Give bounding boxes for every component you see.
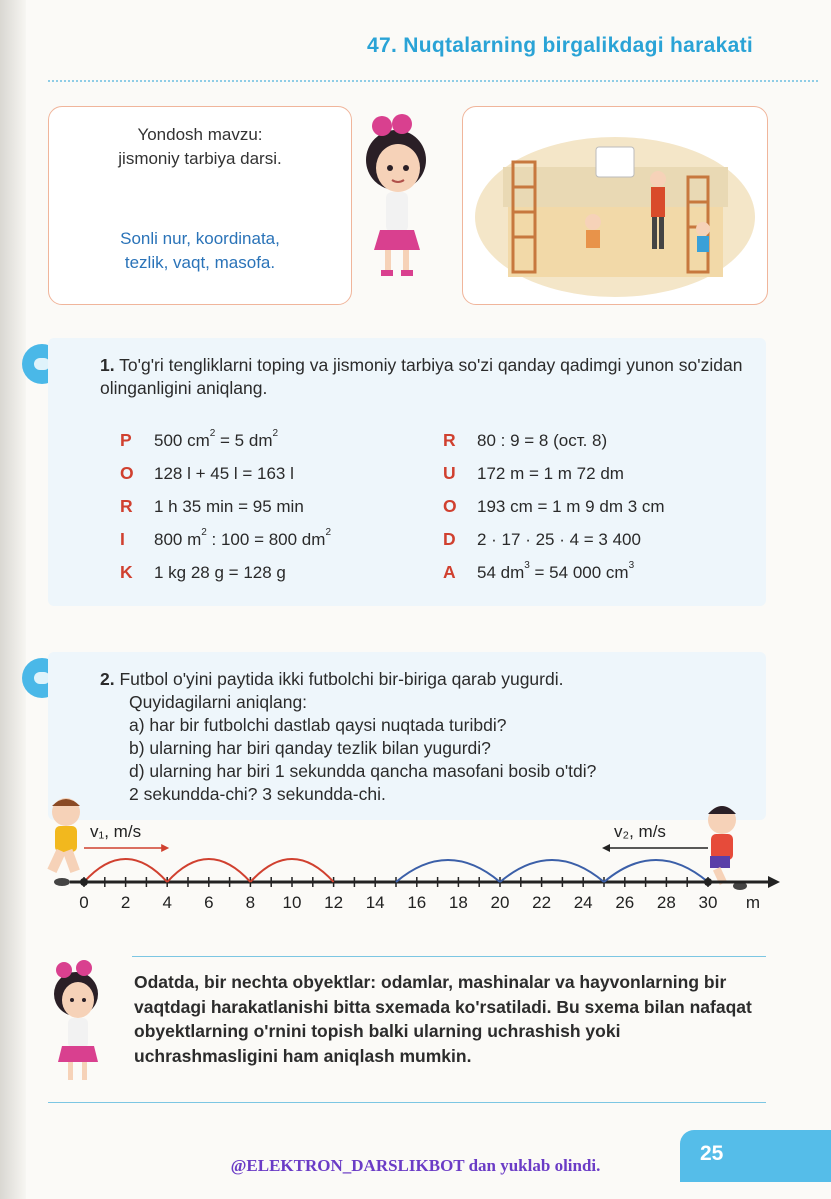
task-2-number: 2. bbox=[100, 669, 115, 689]
number-line-arrowhead bbox=[768, 876, 780, 888]
task-2-prompt: 2. Futbol o'yini paytida ikki futbolchi bir-biriga qarab yugurdi. Quyidagilarni aniqlang: a) har bir futbolchi dastlab qaysi nuqtada turibdi? b) ularning har biri qanday tezlik bilan yugurdi? d) ularning har biri 1 sekundda qancha masofani bosib o'tdi? 2 sekundda-chi? 3 sekundda-chi. bbox=[100, 669, 597, 804]
unit-label: m bbox=[745, 893, 761, 912]
note-text: Odatda, bir nechta obyektlar: odamlar, mashinalar va hayvonlarning bir vaqtdagi harakatlanishi bitta sxemada ko'rsatiladi. Bu sxema bilan nafaqat obyektlarning o'rnini topish balki ularning uchrashish yoki uchrashmasligini ham aniqlash mumkin. bbox=[134, 972, 752, 1066]
right-start-point bbox=[704, 878, 712, 886]
left-start-point bbox=[80, 878, 88, 886]
topic-box bbox=[48, 106, 352, 305]
v1-label: v₁, m/s bbox=[90, 822, 142, 841]
tick-label: 12 bbox=[324, 893, 344, 912]
page-title: 47. Nuqtalarning birgalikdagi harakati bbox=[367, 34, 753, 57]
v1-arrowhead bbox=[161, 844, 169, 852]
tick-label: 2 bbox=[120, 893, 131, 912]
tick-label: 24 bbox=[573, 893, 593, 912]
tick-label: 20 bbox=[490, 893, 510, 912]
equation-row: U 172 m = 1 m 72 dm bbox=[443, 463, 624, 483]
page-number: 25 bbox=[700, 1142, 724, 1165]
equation-row: R 80 : 9 = 8 (ост. 8) bbox=[443, 430, 608, 450]
equation-row: O 128 l + 45 l = 163 l bbox=[120, 463, 294, 483]
tick-label: 14 bbox=[365, 893, 385, 912]
page-binding-shade bbox=[0, 0, 26, 1199]
note-bottom-line bbox=[48, 1102, 766, 1103]
gym-illustration bbox=[462, 106, 768, 305]
tick-label: 0 bbox=[79, 893, 89, 912]
tick-label: 18 bbox=[448, 893, 468, 912]
related-topic-label: Yondosh mavzu: jismoniy tarbiya darsi. bbox=[118, 125, 282, 168]
right-runner-illustration bbox=[708, 806, 747, 890]
v2-label: v₂, m/s bbox=[614, 822, 666, 841]
task-1-text: To'g'ri tengliklarni toping va jismoniy tarbiya so'zi qanday qadimgi yunon so'zidan olinganligini aniqlang. bbox=[100, 355, 743, 398]
equation-row: R 1 h 35 min = 95 min bbox=[120, 496, 304, 516]
tick-label: 4 bbox=[162, 893, 172, 912]
right-jump-arc bbox=[604, 860, 708, 882]
girl-illustration bbox=[352, 112, 448, 282]
left-runner-illustration bbox=[47, 798, 80, 886]
right-jump-arc bbox=[500, 860, 604, 882]
tick-label: 28 bbox=[656, 893, 676, 912]
equation-row: D 2 · 17 · 25 · 4 = 3 400 bbox=[443, 529, 641, 549]
note-top-line bbox=[132, 956, 766, 957]
equations-left-column bbox=[120, 424, 440, 589]
download-credit: @ELEKTRON_DARSLIKBOT dan yuklab olindi. bbox=[230, 1156, 601, 1175]
equations-right-column bbox=[443, 424, 763, 589]
tick-label: 10 bbox=[282, 893, 302, 912]
tick-label: 8 bbox=[245, 893, 256, 912]
page-number-tab bbox=[680, 1130, 831, 1182]
tick-label: 22 bbox=[532, 893, 552, 912]
tick-labels bbox=[0, 893, 831, 919]
tick-label: 30 bbox=[698, 893, 718, 912]
equation-row: K 1 kg 28 g = 128 g bbox=[120, 562, 286, 582]
task-1-prompt bbox=[100, 354, 750, 400]
header-divider bbox=[48, 80, 818, 82]
equation-row: I 800 $m^2$ : 100 = 800 $dm^2$ bbox=[120, 526, 331, 549]
topic-keywords: Sonli nur, koordinata, tezlik, vaqt, masofa. bbox=[120, 229, 280, 272]
equation-row: A 54 $dm^3 = 54$ 000 $cm^3$ bbox=[443, 559, 635, 582]
right-jump-arc bbox=[396, 860, 500, 882]
v2-arrowhead bbox=[602, 844, 610, 852]
equation-row: O 193 cm = 1 m 9 dm 3 cm bbox=[443, 496, 665, 516]
tick-label: 16 bbox=[407, 893, 427, 912]
task-1-number: 1. bbox=[100, 355, 115, 375]
tick-label: 6 bbox=[204, 893, 214, 912]
tick-label: 26 bbox=[615, 893, 635, 912]
girl-note-illustration bbox=[40, 960, 110, 1090]
equation-row: P 500 $cm^2 = 5$ $dm^2$ bbox=[120, 427, 279, 450]
